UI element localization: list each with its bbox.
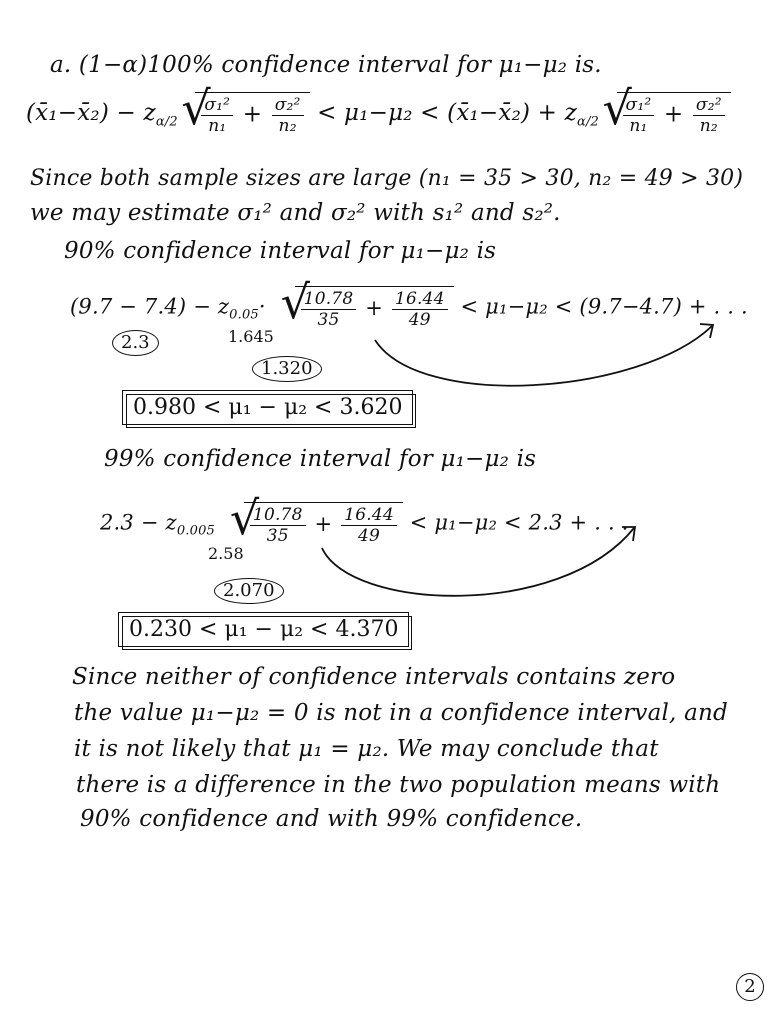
ci90-n1: 35: [317, 310, 340, 330]
ci99-arrow: [322, 528, 634, 596]
sigma2-sq-right: σ₂²: [693, 95, 725, 116]
plus: +: [242, 101, 263, 128]
ci99-result-box: 0.230 < μ₁ − μ₂ < 4.370: [118, 612, 409, 647]
n2-right: n₂: [699, 116, 718, 136]
estimate-line: we may estimate σ₁² and σ₂² with s₁² and s₂².: [30, 200, 561, 226]
ci90-margin-circled: 1.320: [252, 356, 322, 382]
sample-size-line: Since both sample sizes are large (n₁ = 35 > 30, n₂ = 49 > 30): [30, 166, 744, 191]
ci99-var2: 16.44: [341, 505, 397, 526]
ci90-diff-circled: 2.3: [112, 330, 159, 356]
ci90-dot: ·: [258, 294, 266, 319]
n2: n₂: [278, 116, 297, 136]
conclusion-line-1: Since neither of confidence intervals contains zero: [72, 664, 676, 690]
ci90-n2: 49: [408, 310, 431, 330]
conclusion-line-2: the value μ₁−μ₂ = 0 is not in a confidence interval, and: [74, 700, 728, 726]
plus-right: +: [663, 101, 684, 128]
conclusion-line-3: it is not likely that μ₁ = μ₂. We may conclude that: [74, 736, 659, 762]
ci90-var1: √ 10.78: [301, 289, 357, 310]
formula-left: (x̄₁−x̄₂) − z: [26, 100, 156, 126]
ci99-n1: 35: [266, 526, 289, 546]
ci99-left: 2.3 − z: [100, 510, 177, 535]
formula-right-sub: α/2: [576, 114, 600, 130]
n1: n₁: [208, 116, 227, 136]
ci90-arrow: [375, 326, 712, 386]
conclusion-line-5: 90% confidence and with 99% confidence.: [80, 806, 583, 832]
ci99-plus: +: [314, 512, 333, 536]
page-number: 2: [736, 973, 764, 1001]
ci90-left: (9.7 − 7.4) − z: [70, 294, 230, 319]
ci99-n2: 49: [357, 526, 381, 546]
sigma1-sq: √ σ₁²: [201, 95, 233, 116]
ci90-z-value: 1.645: [228, 327, 274, 346]
formula-left-sub: α/2: [155, 114, 178, 130]
formula-middle: < μ₁−μ₂ < (x̄₁−x̄₂) + z: [317, 100, 577, 126]
ci99-z-sub: 0.005: [176, 523, 216, 539]
n1-right: n₁: [629, 116, 648, 136]
ci90-right: < μ₁−μ₂ < (9.7−4.7) + . . .: [460, 294, 748, 319]
ci99-right: < μ₁−μ₂ < 2.3 + . . .: [409, 510, 629, 535]
ci99-var1: √ 10.78: [250, 505, 306, 526]
ci90-var2: 16.44: [392, 289, 448, 310]
ci99-z-value: 2.58: [208, 544, 244, 563]
sigma2-sq: σ₂²: [272, 95, 304, 116]
ci90-plus: +: [365, 296, 384, 320]
sigma1-sq-right: √ σ₁²: [623, 95, 655, 116]
intro-line: a. (1−α)100% confidence interval for μ₁−μ₂ is.: [50, 52, 602, 78]
ci99-margin-circled: 2.070: [214, 578, 284, 604]
conclusion-line-4: there is a difference in the two population means with: [76, 772, 721, 798]
ci90-z-sub: 0.05: [229, 307, 259, 323]
ci90-heading: 90% confidence interval for μ₁−μ₂ is: [64, 238, 497, 264]
ci90-result-box: 0.980 < μ₁ − μ₂ < 3.620: [122, 390, 413, 425]
ci99-heading: 99% confidence interval for μ₁−μ₂ is: [104, 446, 537, 472]
